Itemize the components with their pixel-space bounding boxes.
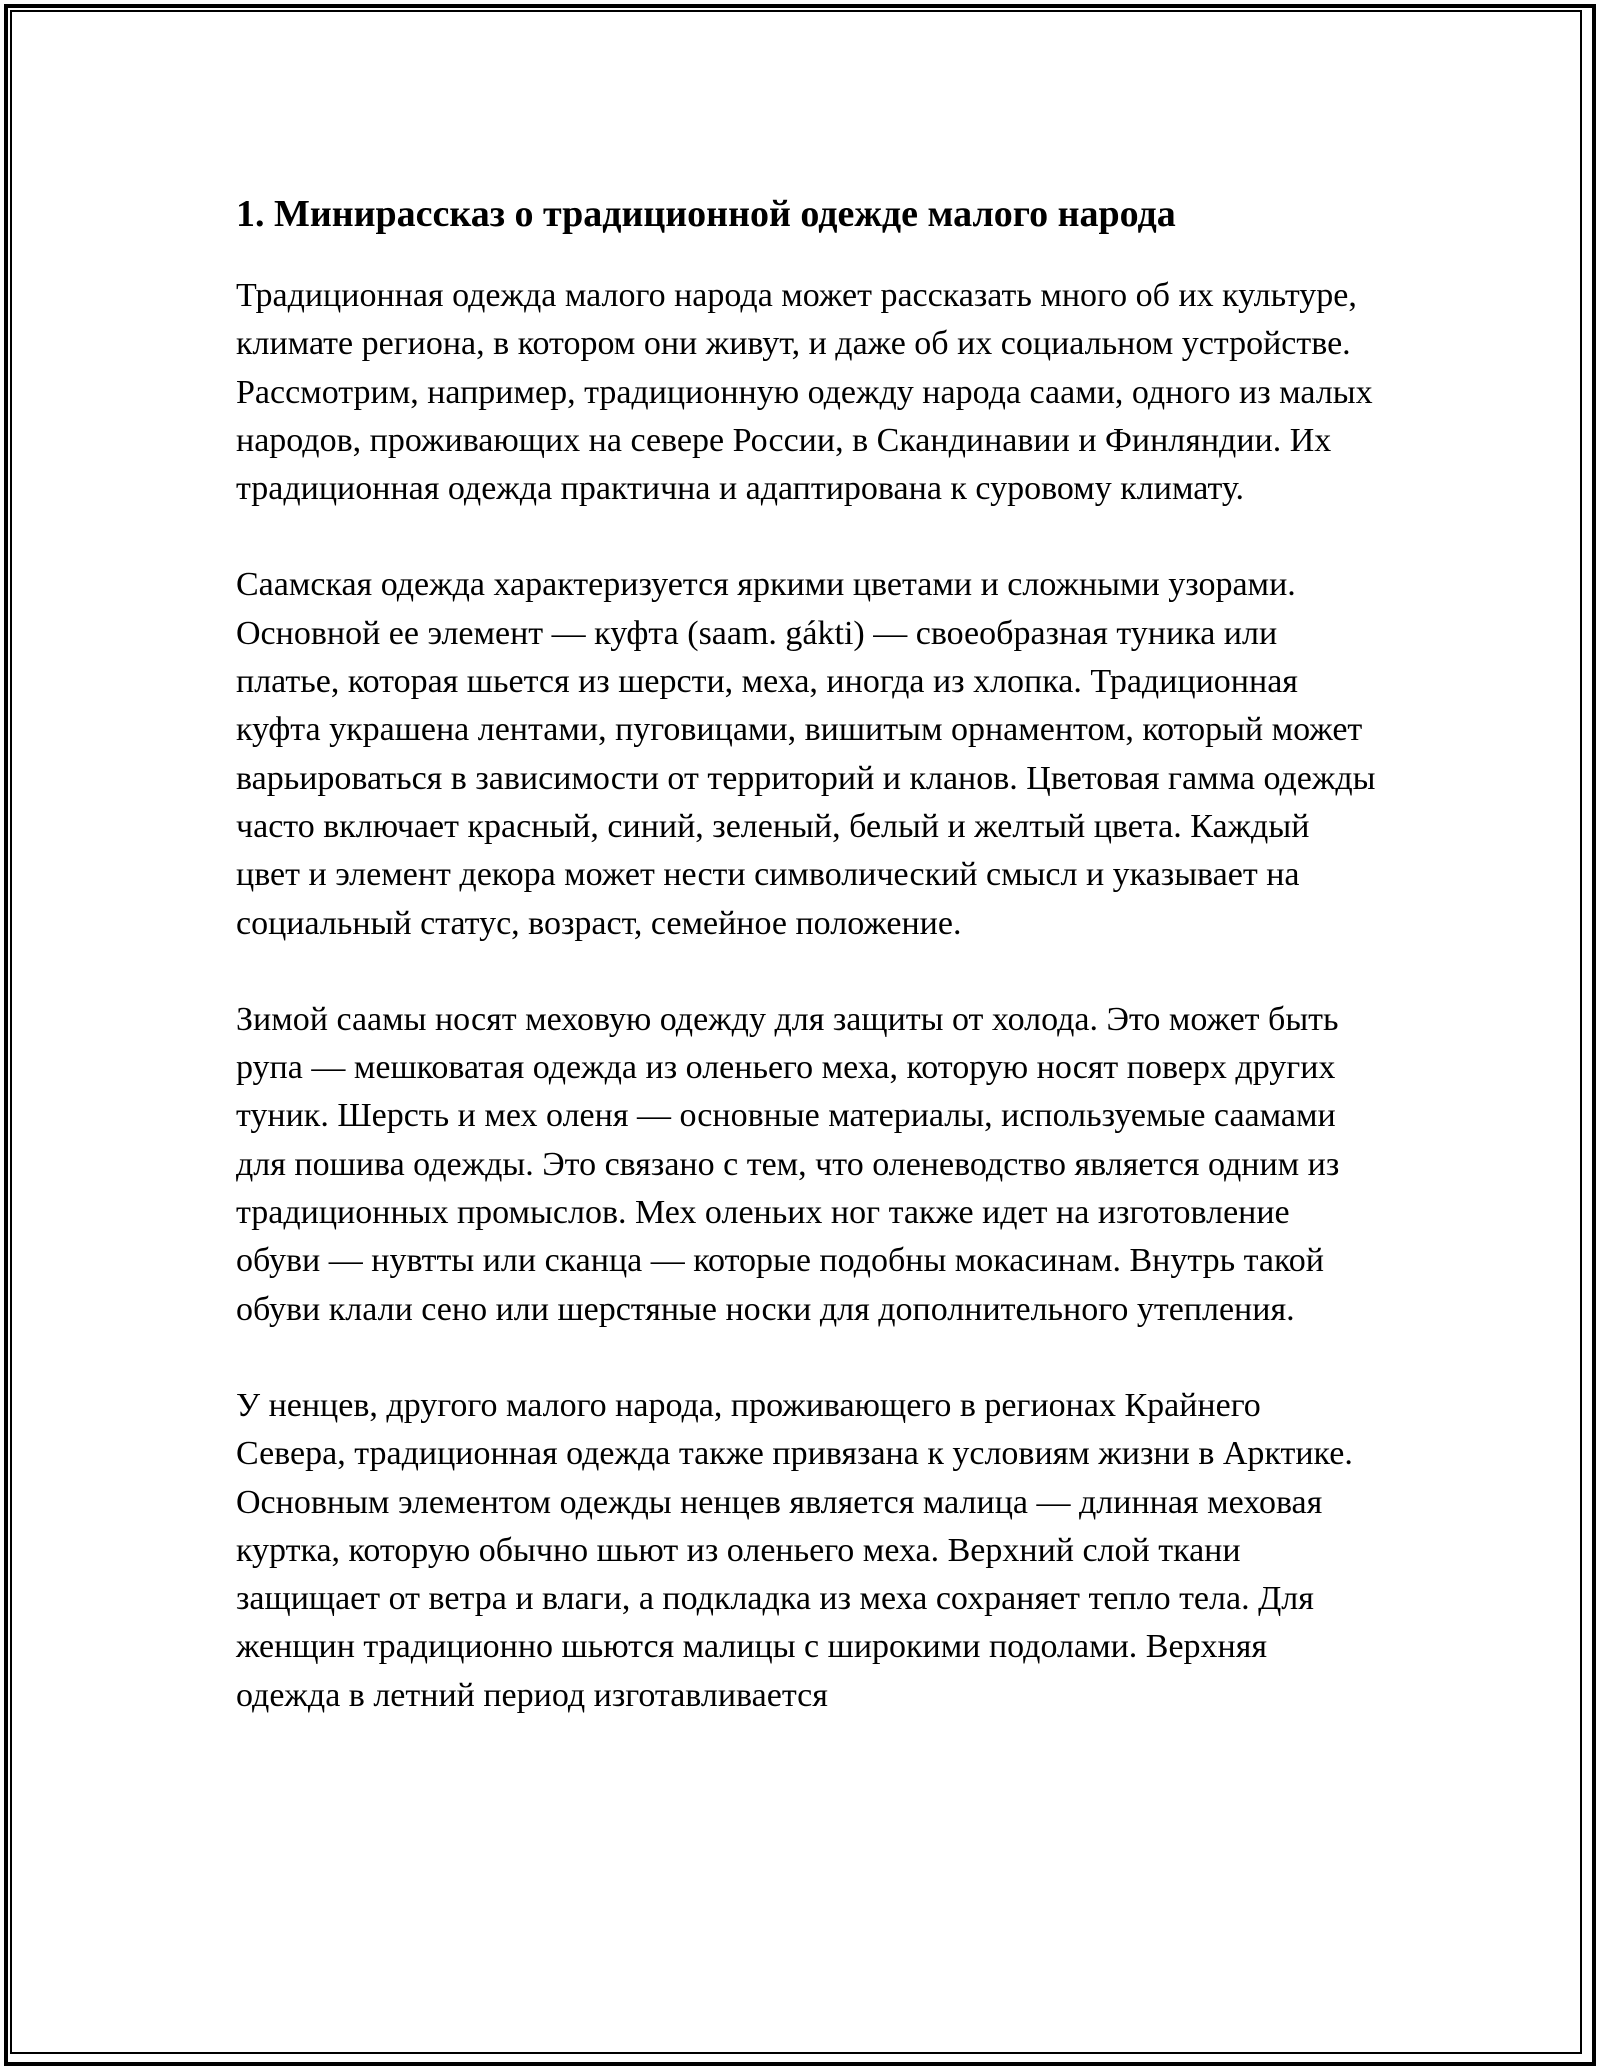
paragraph-3: Зимой саамы носят меховую одежду для защиты от холода. Это может быть рупа — мешковатая одежда из оленьего меха, которую носят поверх других туник. Шерсть и мех оленя — основные материалы, используемые саамами для пошива одежды. Это связано с тем, что оленеводство является одним из традиционных промыслов. Мех оленьих ног также идет на изготовление обуви — нувтты или сканца — которые подобны мокасинам. Внутрь такой обуви клали сено или шерстяные носки для дополнительного утепления. [236,1000,1340,1328]
section-heading: 1. Минирассказ о традиционной одежде малого народа [236,193,1176,235]
paragraph-4: У ненцев, другого малого народа, проживающего в регионах Крайнего Севера, традиционная одежда также привязана к условиям жизни в Арктике. Основным элементом одежды ненцев является малица — длинная меховая куртка, которую обычно шьют из оленьего меха. Верхний слой ткани защищает от ветра и влаги, а подкладка из меха сохраняет тепло тела. Для женщин традиционно шьются малицы с широкими подолами. Верхняя одежда в летний период изготавливается [236,1386,1353,1714]
paragraph-1: Традиционная одежда малого народа может рассказать много об их культуре, климате региона, в котором они живут, и даже об их социальном устройстве. Рассмотрим, например, традиционную одежду народа саами, одного из малых народов, проживающих на севере России, в Скандинавии и Финляндии. Их традиционная одежда практична и адаптирована к суровому климату. [236,277,1373,508]
paragraph-2: Саамская одежда характеризуется яркими цветами и сложными узорами. Основной ее элемент — куфта (saam. gákti) — своеобразная туника или платье, которая шьется из шерсти, меха, иногда из хлопка. Традиционная куфта украшена лентами, пуговицами, вишитым орнаментом, который может варьироваться в зависимости от территорий и кланов. Цветовая гамма одежды часто включает красный, синий, зеленый, белый и желтый цвета. Каждый цвет и элемент декора может нести символический смысл и указывает на социальный статус, возраст, семейное положение. [236,566,1376,942]
document-body [236,186,1378,1768]
